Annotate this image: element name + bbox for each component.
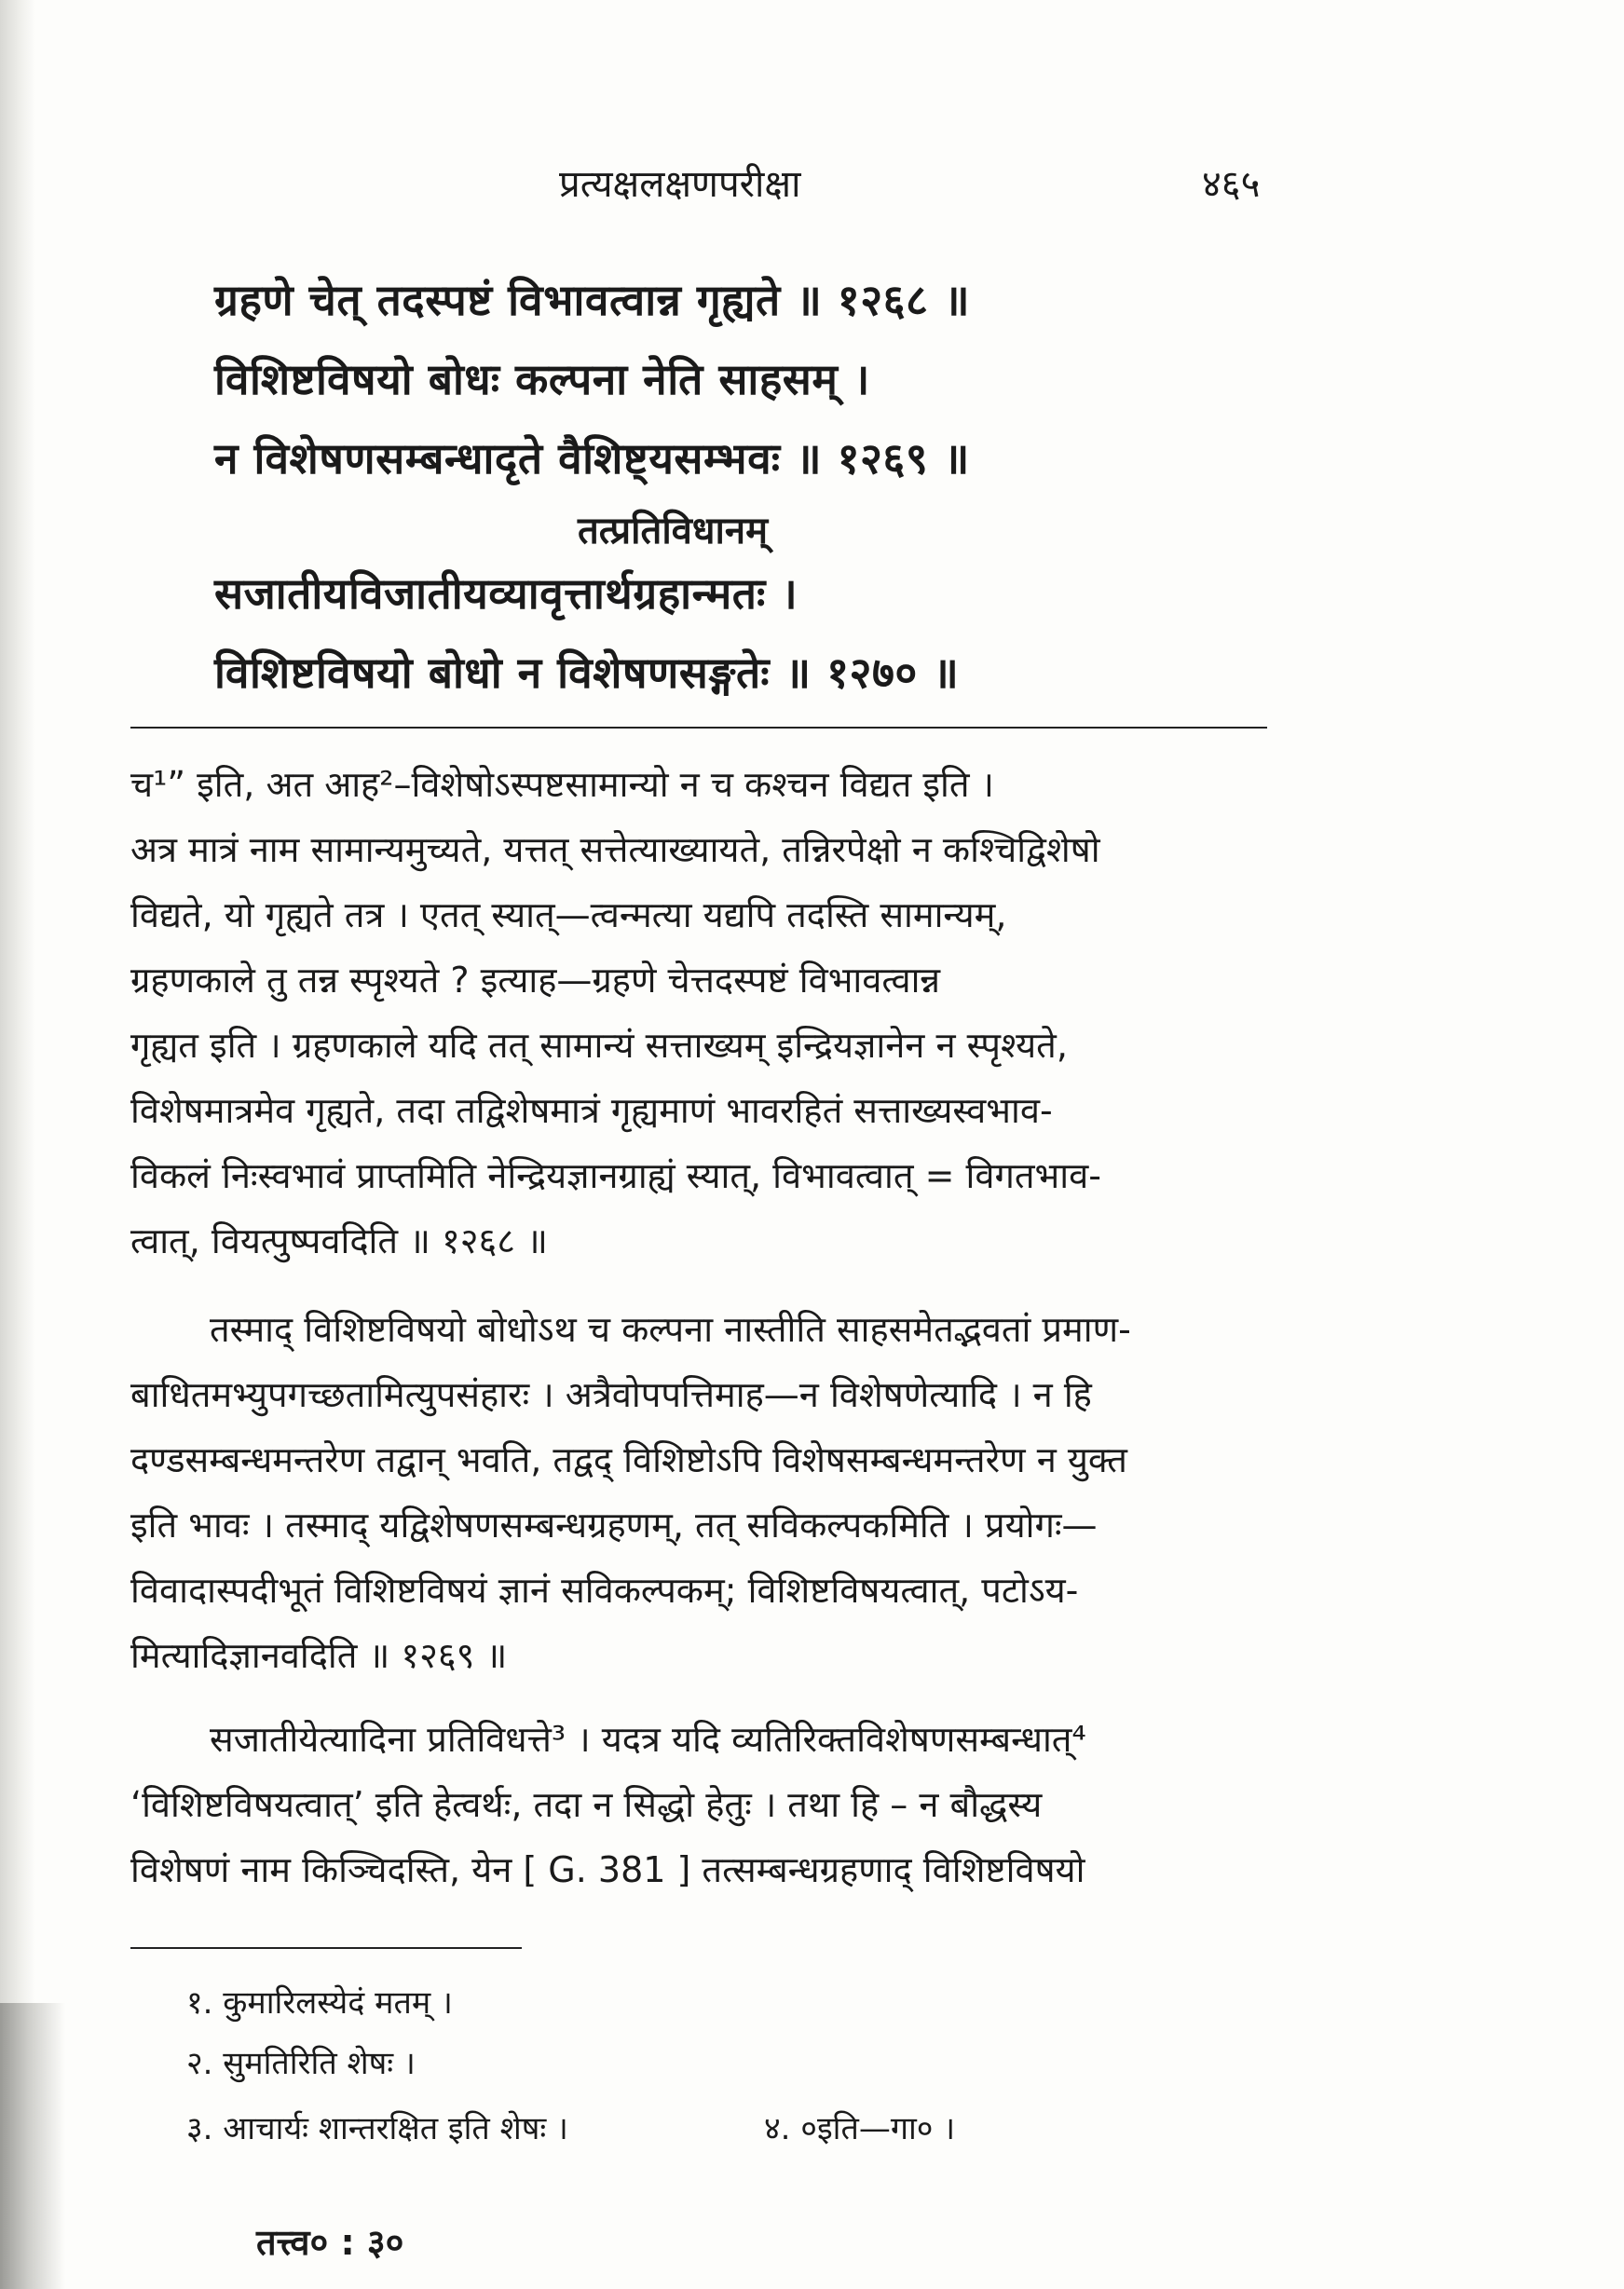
commentary-line: विकलं निःस्वभावं प्राप्तमिति नेन्द्रियज्ञानग्राह्यं स्यात्, विभावत्वात् = विगतभाव- (130, 1155, 1101, 1196)
verse-line: विशिष्टविषयो बोधो न विशेषणसङ्गतेः ॥ १२७० ॥ (214, 647, 960, 698)
footnote: ३. आचार्यः शान्तरक्षित इति शेषः । (186, 2110, 568, 2147)
verse-line: विशिष्टविषयो बोधः कल्पना नेति साहसम् । (214, 354, 870, 404)
commentary-line: ग्रहणकाले तु तन्न स्पृश्यते ? इत्याह—ग्रहणे चेत्तदस्पष्टं विभावत्वान्न (130, 960, 941, 1001)
footnote-rule (130, 1947, 522, 1949)
footnote: २. सुमतिरिति शेषः । (186, 2045, 416, 2082)
commentary-line: विशेषणं नाम किञ्चिदस्ति, येन [ G. 381 ] तत्सम्बन्धग्रहणाद् विशिष्टविषयो (130, 1849, 1085, 1890)
page-number: ४६५ (1202, 163, 1261, 206)
commentary-line: ‘विशिष्टविषयत्वात्’ इति हेत्वर्थः, तदा न सिद्धो हेतुः । तथा हि – न बौद्धस्य (130, 1784, 1043, 1825)
commentary-line: सजातीयेत्यादिना प्रतिविधत्ते³ । यदत्र यदि व्यतिरिक्तविशेषणसम्बन्धात्⁴ (210, 1719, 1086, 1760)
commentary-line: तस्माद् विशिष्टविषयो बोधोऽथ च कल्पना नास्तीति साहसमेतद्भवतां प्रमाण- (210, 1309, 1131, 1350)
verse-line: सजातीयविजातीयव्यावृत्तार्थग्रहान्मतः । (214, 568, 798, 619)
verse-separator-rule (130, 727, 1267, 729)
commentary-line: इति भावः । तस्माद् यद्विशेषणसम्बन्धग्रहणम्, तत् सविकल्पकमिति । प्रयोगः— (130, 1505, 1098, 1546)
verse-line: ग्रहणे चेत् तदस्पष्टं विभावत्वान्न गृह्यते ॥ १२६८ ॥ (214, 275, 971, 325)
commentary-line: गृह्यत इति । ग्रहणकाले यदि तत् सामान्यं सत्ताख्यम् इन्द्रियज्ञानेन न स्पृश्यते, (130, 1025, 1068, 1066)
commentary-line: बाधितमभ्युपगच्छतामित्युपसंहारः । अत्रैवोपपत्तिमाह—न विशेषणेत्यादि । न हि (130, 1374, 1092, 1415)
section-heading: तत्प्रतिविधानम् (578, 510, 768, 552)
commentary-line: विवादास्पदीभूतं विशिष्टविषयं ज्ञानं सविकल्पकम्; विशिष्टविषयत्वात्, पटोऽय- (130, 1570, 1079, 1611)
commentary-line: दण्डसम्बन्धमन्तरेण तद्वान् भवति, तद्वद् विशिष्टोऽपि विशेषसम्बन्धमन्तरेण न युक्त (130, 1439, 1127, 1480)
running-header: प्रत्यक्षलक्षणपरीक्षा (559, 163, 801, 206)
footnote: ४. ०इति—गा० । (764, 2110, 956, 2147)
binding-edge (0, 0, 35, 2289)
binding-shadow (0, 2003, 65, 2289)
commentary-line: मित्यादिज्ञानवदिति ॥ १२६९ ॥ (130, 1635, 508, 1676)
commentary-line: त्वात्, वियत्पुष्पवदिति ॥ १२६८ ॥ (130, 1220, 548, 1261)
commentary-line: विशेषमात्रमेव गृह्यते, तदा तद्विशेषमात्रं गृह्यमाणं भावरहितं सत्ताख्यस्वभाव- (130, 1090, 1053, 1131)
commentary-line: विद्यते, यो गृह्यते तत्र । एतत् स्यात्—त्वन्मत्या यद्यपि तदस्ति सामान्यम्, (130, 894, 1007, 935)
footnote: १. कुमारिलस्येदं मतम् । (186, 1984, 453, 2022)
signature-mark: तत्त्व० : ३० (256, 2222, 404, 2263)
commentary-line: अत्र मात्रं नाम सामान्यमुच्यते, यत्तत् सत्तेत्याख्यायते, तन्निरपेक्षो न कश्चिद्विशेषो (130, 829, 1100, 870)
commentary-line: च¹” इति, अत आह²–विशेषोऽस्पष्टसामान्यो न च कश्चन विद्यत इति । (130, 764, 994, 805)
verse-line: न विशेषणसम्बन्धादृते वैशिष्ट्यसम्भवः ॥ १२६९ ॥ (214, 433, 970, 484)
